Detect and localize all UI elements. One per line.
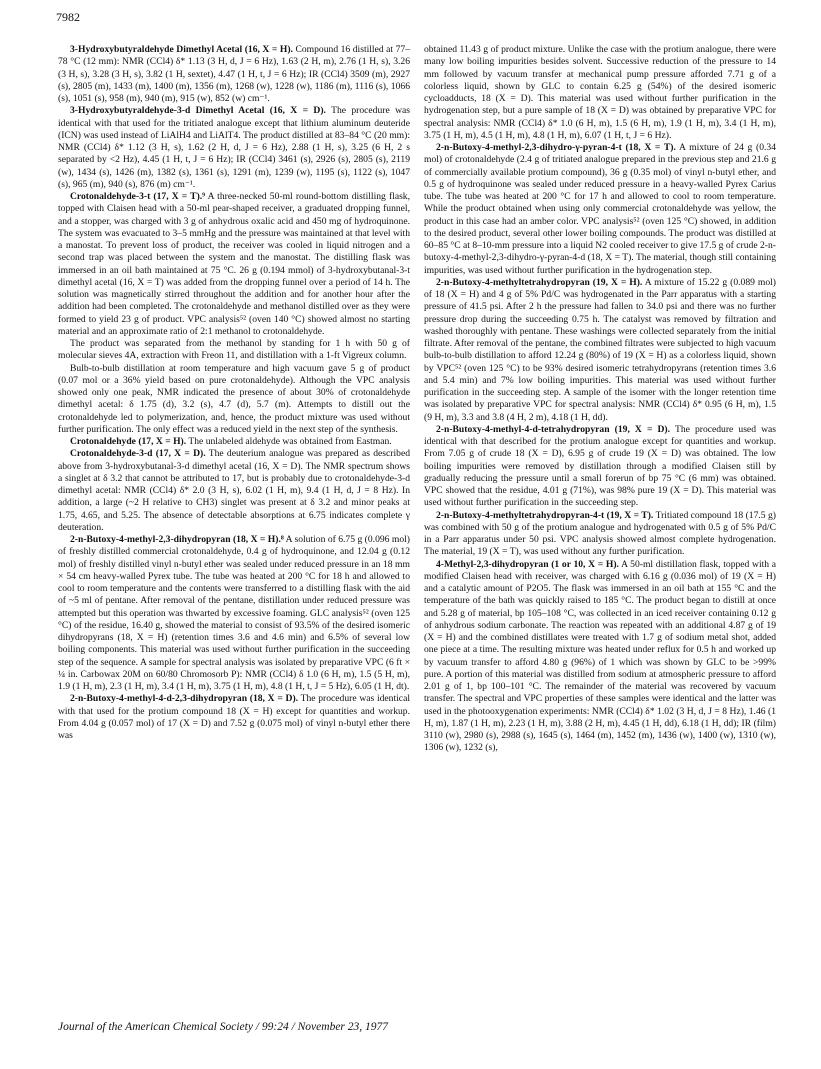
paragraph-text: The procedure was identical with that used for the tritiated analogue except that lithium aluminum deuteride (ICN) was used instead of LiAlH4 and LiAlT4. The product distilled at 83–84 °C (20 mm): NMR (CCl4) δ* 1.12 (3 H, s), 1.62 (2 H, d, J = 6 Hz), 2.88 (1 H, s), 3.25 (6 H, 2 s separated by <2 Hz), 4.45 (1 H, t, J = 6 Hz); IR (CCl4) 3461 (s), 2926 (s), 2805 (s), 2119 (w), 1434 (s), 1426 (m), 1382 (s), 1361 (s), 1291 (m), 1239 (w), 1195 (s), 1122 (s), 1047 (s), 965 (m), 940 (s), 876 (m) cm⁻¹. [58, 105, 410, 190]
section-heading: 2-n-Butoxy-4-methyltetrahydropyran-4-t (19, X = T). [436, 509, 654, 521]
section-heading: 2-n-Butoxy-4-methyl-4-d-tetrahydropyran (19, X = D). [436, 423, 671, 435]
paragraph [424, 44, 776, 142]
section-heading: Crotonaldehyde-3-t (17, X = T).⁹ [70, 191, 206, 202]
paragraph [424, 510, 776, 559]
section-heading: 2-n-Butoxy-4-methyl-2,3-dihydro-γ-pyran-4-t (18, X = T). [436, 142, 676, 153]
paragraph [58, 44, 410, 105]
section-heading: 4-Methyl-2,3-dihydropyran (1 or 10, X = H). [436, 558, 619, 570]
right-column [424, 44, 776, 755]
paragraph-text: The procedure used was identical with that described for the protium analogue except for quantities and workup. From 7.05 g of crude 18 (X = D), 6.95 g of crude 19 (X = D) was obtained. The low boiling impurities were removed by distillation through a modified Claisen still by gradually reducing the pressure until a small forerun of bp 75 °C (6 mm) was obtained. VPC showed that the residue, 4.01 g (71%), was 98% pure 19 (X = D). This material was used without further purification in the succeeding step. [424, 423, 776, 509]
left-column [58, 44, 410, 742]
section-heading: 3-Hydroxybutyraldehyde-3-d Dimethyl Acetal (16, X = D). [70, 105, 326, 117]
paragraph [58, 191, 410, 338]
section-heading: 2-n-Butoxy-4-methyl-2,3-dihydropyran (18, X = H).⁸ [70, 534, 284, 545]
page-number: 7982 [56, 10, 80, 24]
paragraph [58, 448, 410, 534]
paragraph-text: Tritiated compound 18 (17.5 g) was combined with 50 g of the protium analogue and hydrogenated with 0.5 g of 5% Pd/C in a Parr apparatus under 50 psi. VPC analysis showed almost complete hydrogenation. The material, 19 (X = T), was used without any further purification. [424, 509, 776, 558]
paragraph [58, 338, 410, 363]
paragraph-text: The unlabeled aldehyde was obtained from Eastman. [188, 436, 392, 447]
section-heading: 3-Hydroxybutyraldehyde Dimethyl Acetal (16, X = H). [70, 44, 293, 55]
journal-footer: Journal of the American Chemical Society / 99:24 / November 23, 1977 [58, 1021, 389, 1033]
paragraph-text: A solution of 6.75 g (0.096 mol) of freshly distilled commercial crotonaldehyde, 0.4 g of hydroquinone, and 12.04 g (0.12 mol) of freshly distilled vinyl n-butyl ether was sealed under reduced pressure in an 18 mm × 54 cm heavy-walled Pyrex tube. The tube was heated at 200 °C for 18 h and allowed to cool to room temperature and the contents were transferred to a distilling flask with the aid of ~5 ml of pentane. After removal of the pentane, distillation under reduced pressure was attempted but this operation was thwarted by excessive foaming. GLC analysis⁵² (oven 125 °C) of the residue, 16.40 g, showed the material to consist of 93.5% of the desired isomeric dihydropyrans (18, X = H) (retention times 3.6 and 4.6 min) and 6.5% of several low boiling components. This material was used without further purification in the succeeding step of the sequence. A sample for spectral analysis was isolated by preparative VPC (6 ft × ¼ in. Carbowax 20M on 60/80 Chromosorb P): NMR (CCl4) δ 1.0 (6 H, m), 1.5 (5 H, m), 1.9 (1 H, m), 2.3 (1 H, m), 3.4 (1 H, m), 3.75 (1 H, m), 4.8 (1 H, t, J = 5 Hz), 6.05 (1 H, dt). [58, 534, 411, 692]
paragraph [58, 693, 410, 742]
paragraph [58, 105, 410, 191]
paragraph-text: The product was separated from the methanol by standing for 1 h with 50 g of molecular sieves 4A, extraction with Freon 11, and distillation with a 1-ft Vigreux column. [58, 338, 410, 362]
paragraph [424, 424, 776, 510]
paragraph-text: A mixture of 15.22 g (0.089 mol) of 18 (X = H) and 4 g of 5% Pd/C was hydrogenated in the Parr apparatus with a starting pressure of 41.5 psi. After 2 h the pressure had fallen to 34.0 psi and there was no further pressure drop during the succeeding 0.75 h. The catalyst was removed by filtration and washed thoroughly with pentane. These washings were collected separately from the initial filtrate. After removal of the pentane, the combined filtrates were subjected to high vacuum bulb-to-bulb distillation to afford 12.24 g (80%) of 19 (X = H) as a colorless liquid, shown by VPC⁵² (oven 125 °C) to be 93% desired isomeric tetrahydropyrans (retention times 3.6 and 5.4 min) and 7% low boiling impurities. This material was used without further purification in the succeeding step. A sample of the isomer with the longer retention time was isolated by preparative VPC for spectral analysis: NMR (CCl4) δ* 0.95 (6 H, m), 1.5 (9 H, m), 3.3 and 3.8 (4 H, 2 m), 4.18 (1 H, dd). [424, 276, 777, 423]
section-heading: Crotonaldehyde-3-d (17, X = D). [70, 448, 206, 460]
paragraph-text: obtained 11.43 g of product mixture. Unlike the case with the protium analogue, there were many low boiling impurities besides solvent. Successive reduction of the pressure to 14 mm followed by vacuum transfer at mechanical pump pressure afforded 7.71 g of a colorless liquid, shown by GLC to contain 6.25 g (54%) of the desired isomeric cycloadducts, 18 (X = D). This material was used without further purification in the hydrogenation step, but a pure sample of 18 (X = D) was obtained by preparative VPC for spectral analysis: NMR (CCl4) δ* 1.0 (6 H, m), 1.5 (6 H, m), 1.9 (1 H, m), 3.4 (1 H, m), 3.75 (1 H, m), 4.5 (1 H, m), 4.8 (1 H, m), 6.07 (1 H, t, J = 6 Hz). [424, 44, 776, 141]
paragraph-text: Compound 16 distilled at 77–78 °C (12 mm): NMR (CCl4) δ* 1.13 (3 H, d, J = 6 Hz), 1.63 (2 H, m), 2.76 (1 H, s), 3.26 (3 H, s), 3.28 (3 H, s), 3.82 (1 H, sextet), 4.47 (1 H, t, J = 6 Hz); IR (CCl4) 3509 (m), 2927 (s), 2805 (m), 1433 (m), 1400 (m), 1356 (m), 1268 (w), 1228 (w), 1186 (m), 1116 (s), 1066 (s), 1051 (s), 958 (m), 940 (m), 915 (w), 852 (w) cm⁻¹. [58, 44, 411, 104]
paragraph [424, 559, 776, 755]
paragraph-text: The deuterium analogue was prepared as described above from 3-hydroxybutanal-3-d dimethyl acetal (16, X = D). The NMR spectrum shows a singlet at δ 3.2 that cannot be attributed to 17, but is probably due to crotonaldehyde-3-d dimethyl acetal: NMR (CCl4) δ* 2.0 (3 H, s), 6.02 (1 H, m), 9.4 (1 H, d, J = 8 Hz). In addition, a large (~2 H relative to CH3) singlet was present at δ 3.2 and minor peaks at 1.75, 4.65, and 5.25. The absence of detectable absorptions at 6.75 indicates complete γ deuteration. [58, 448, 411, 533]
section-heading: 2-n-Butoxy-4-methyltetrahydropyran (19, X = H). [436, 276, 643, 288]
paragraph-text: A mixture of 24 g (0.34 mol) of crotonaldehyde (2.4 g of tritiated analogue prepared in the previous step and 21.6 g of commercially available protium compound), 36 g (0.35 mol) of vinyl n-butyl ether, and 0.5 g of hydroquinone was sealed under reduced pressure in a heavy-walled Pyrex Carius tube. The tube was heated at 200 °C for 17 h and allowed to cool to room temperature. While the product obtained when using only commercial crotonaldehyde was yellow, the product in this case had an amber color. VPC analysis⁵² (oven 125 °C) showed, in addition to the desired product, several other lower boiling compounds. The product was distilled at 60–85 °C at 8–10-mm pressure into a liquid N2 cooled receiver to give 17.5 g of crude 2-n-butoxy-4-methyl-2,3-dihydro-γ-pyran-4-d (18, X = T). The material, though still containing impurities, was used without further purification in the hydrogenation step. [424, 142, 776, 276]
paragraph-text: A three-necked 50-ml round-bottom distilling flask, topped with Claisen head with a 50-ml pear-shaped receiver, a graduated dropping funnel, and a stopper, was charged with 3 g of anhydrous oxalic acid and 450 mg of hydroquinone. The system was evacuated to 3–5 mmHg and the pressure was maintained at that level with a manostat. To prevent loss of product, the receiver was cooled in liquid nitrogen and a second trap was placed between the system and the manostat. The distilling flask was immersed in an oil bath maintained at 75 °C. 26 g (0.194 mmol) of 3-hydroxybutanal-3-t dimethyl acetal (16, X = T) was added from the dropping funnel over a period of 14 h. The solution was magnetically stirred throughout the addition and for another hour after the addition had been completed. The crotonaldehyde and methanol distilled over as they were formed to yield 23 g of product. VPC analysis⁵² (oven 140 °C) showed almost no starting material and an approximate ratio of 2:1 methanol to crotonaldehyde. [58, 191, 410, 337]
paragraph-text: A 50-ml distillation flask, topped with a modified Claisen head with receiver, was charged with 6.16 g (0.036 mol) of 19 (X = H) and a catalytic amount of P2O5. The flask was immersed in an oil bath at 155 °C and the temperature of the bath was quickly raised to 185 °C. The product began to distill at once and 5.28 g of material, bp 105–108 °C, was collected in an iced receiver containing 0.12 g of anhydrous sodium carbonate. The reaction was repeated with an additional 4.87 g of 19 (X = H) and the combined distillates were treated with 1.7 g of sodium metal shot, added one piece at a time. The resulting mixture was heated under reflux for 0.5 h and worked up by vacuum transfer to afford 4.80 g (96%) of 1 which was shown by GLC to be >99% pure. A portion of this material was distilled from sodium at atmospheric pressure to afford 2.01 g of 1, bp 100–101 °C. The remainder of the material was recovered by vacuum transfer. The spectral and VPC properties of these samples were identical and the latter was used in the photooxygenation experiments: NMR (CCl4) δ* 1.02 (3 H, d, J = 8 Hz), 1.46 (1 H, m), 1.87 (1 H, m), 2.23 (1 H, m), 3.88 (2 H, m), 4.45 (1 H, dd), 6.18 (1 H, dd); IR (film) 3110 (w), 2980 (s), 2988 (s), 1645 (s), 1464 (m), 1452 (m), 1436 (w), 1400 (w), 1310 (w), 1306 (w), 1232 (s), [424, 558, 777, 754]
section-heading: 2-n-Butoxy-4-methyl-4-d-2,3-dihydropyran (18, X = D). [70, 693, 299, 705]
paragraph [58, 534, 410, 693]
paragraph [424, 277, 776, 424]
paragraph [58, 436, 410, 448]
paragraph-text: Bulb-to-bulb distillation at room temperature and high vacuum gave 5 g of product (0.07 mol or a 36% yield based on pure crotonaldehyde). Although the VPC analysis showed only one peak, NMR indicated the presence of about 30% of crotonaldehyde dimethyl acetal: δ 1.75 (d), 3.2 (s), 4.7 (d), 5.7 (m). Attempts to distill out the crotonaldehyde led to polymerization, and, hence, the product mixture was used without further purification. The only effect was a reduced yield in the next step of the synthesis. [58, 362, 410, 435]
paragraph-text: The procedure was identical with that used for the protium compound 18 (X = H) except for quantities and workup. From 4.04 g (0.057 mol) of 17 (X = D) and 7.52 g (0.075 mol) of vinyl n-butyl ether there was [58, 693, 410, 741]
paragraph [424, 142, 776, 277]
section-heading: Crotonaldehyde (17, X = H). [70, 436, 187, 447]
paragraph [58, 363, 410, 437]
